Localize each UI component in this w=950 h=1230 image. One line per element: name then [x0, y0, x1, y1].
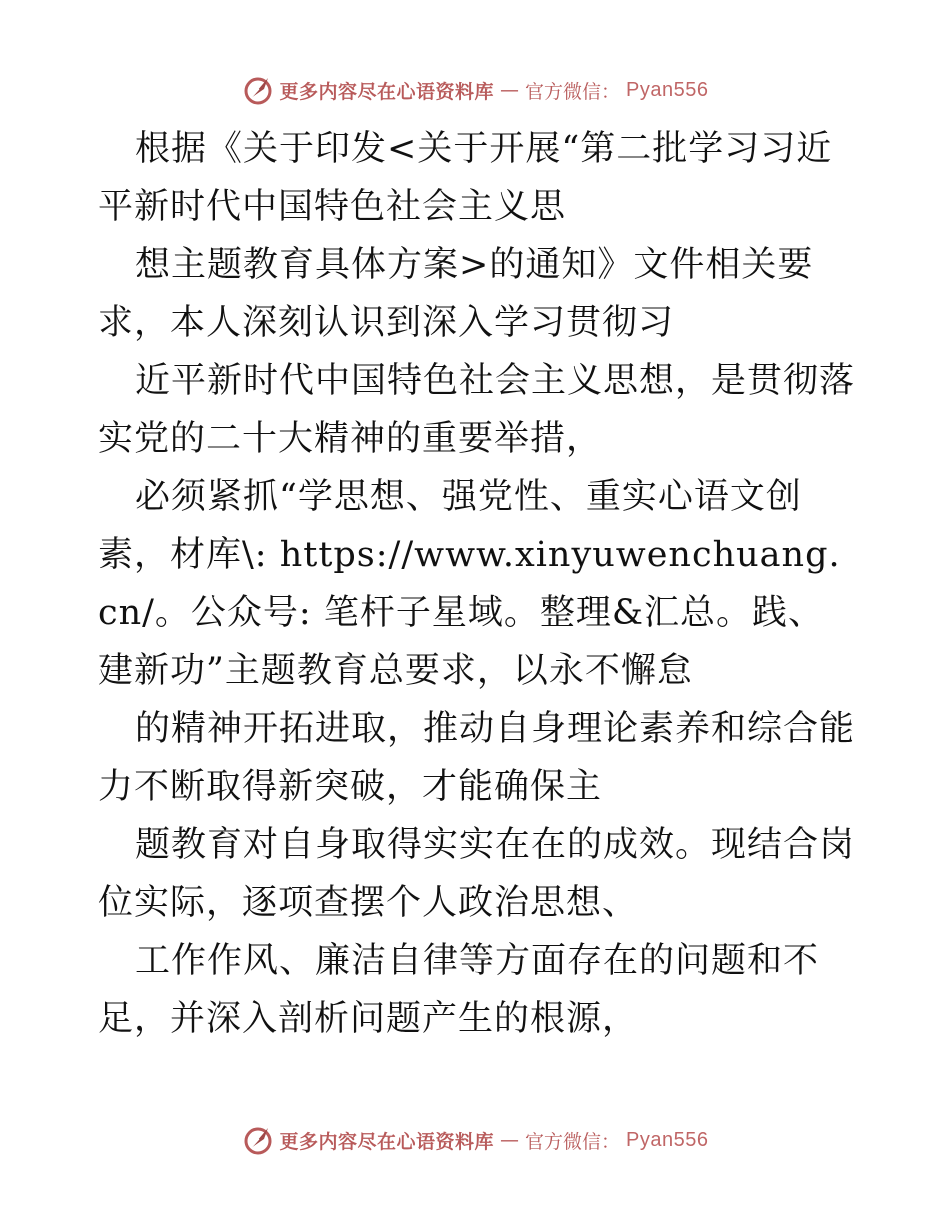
banner-main-text: 更多内容尽在心语资料库 — [279, 80, 495, 103]
body-paragraph: 想主题教育具体方案>的通知》文件相关要求，本人深刻认识到深入学习贯彻习 — [98, 245, 814, 343]
body-paragraph: 必须紧抓“学思想、强党性、重实心语文创素，材库\: https://www.xinyuwenchuang.cn/。公众号: 笔杆子星域。整理&汇总。践、建新功”主题教育总要求，以永不懈怠 — [98, 477, 841, 691]
body-paragraph: 题教育对自身取得实实在在的成效。现结合岗位实际，逐项查摆个人政治思想、 — [98, 825, 856, 923]
banner-wechat-id: Pyan556 — [626, 1128, 709, 1151]
banner-wechat-id: Pyan556 — [626, 78, 709, 101]
quill-logo-icon — [242, 1124, 274, 1156]
banner-main-text: 更多内容尽在心语资料库 — [279, 1130, 495, 1153]
banner-wechat-label: 官方微信： — [525, 80, 621, 103]
body-paragraph: 工作作风、廉洁自律等方面存在的问题和不足，并深入剖析问题产生的根源， — [98, 941, 820, 1039]
header-banner — [0, 70, 950, 110]
body-paragraph: 近平新时代中国特色社会主义思想，是贯彻落实党的二十大精神的重要举措， — [98, 361, 856, 459]
banner-wechat-label: 官方微信： — [525, 1130, 621, 1153]
body-paragraph: 的精神开拓进取，推动自身理论素养和综合能力不断取得新突破，才能确保主 — [98, 709, 856, 807]
footer-banner — [0, 1120, 950, 1160]
banner-separator: — — [500, 1129, 520, 1151]
document-body — [98, 120, 858, 1048]
body-paragraph: 根据《关于印发<关于开展“第二批学习习近平新时代中国特色社会主义思 — [98, 129, 833, 227]
quill-logo-icon — [242, 74, 274, 106]
banner-separator: — — [500, 79, 520, 101]
